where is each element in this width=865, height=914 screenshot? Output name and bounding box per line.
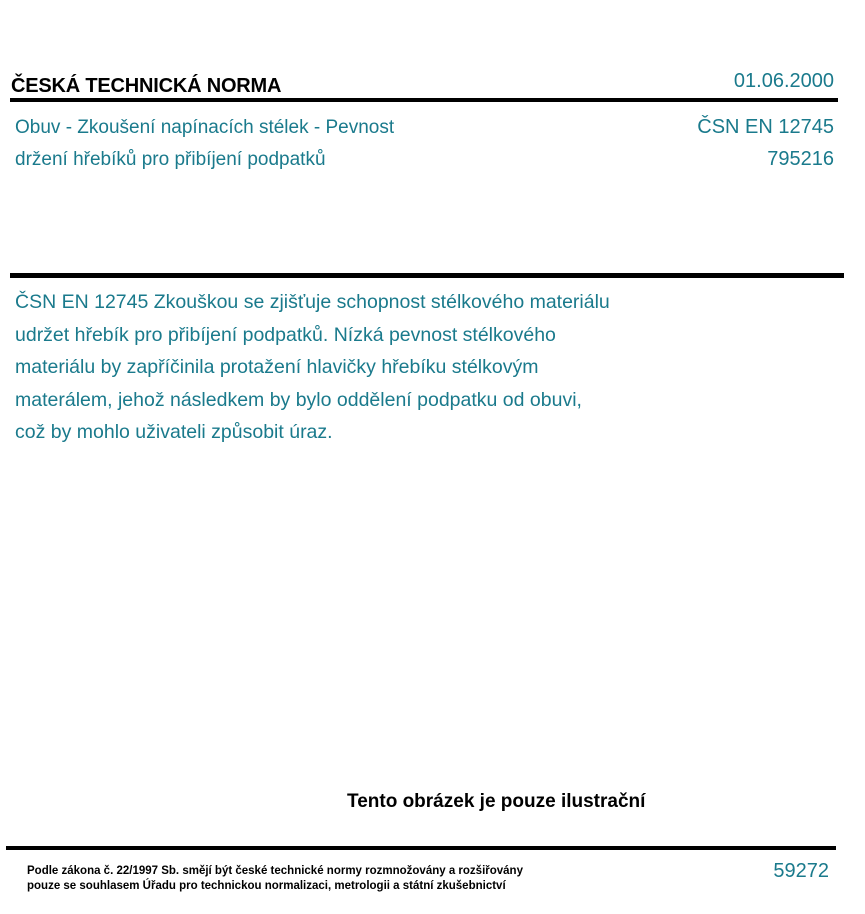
abstract-line-2: udržet hřebík pro přibíjení podpatků. Nízká pevnost stélkového [15, 323, 556, 346]
legal-line-2: pouze se souhlasem Úřadu pro technickou normalizaci, metrologii a státní zkušebnictví [27, 880, 506, 892]
title-line-1: Obuv - Zkoušení napínacích stélek - Pevnost [15, 117, 395, 138]
abstract-line-3: materiálu by zapříčinila protažení hlavičky hřebíku stélkovým [15, 356, 539, 378]
footer-rule [6, 846, 836, 850]
abstract-line-1: ČSN EN 12745 Zkouškou se zjišťuje schopnost stélkového materiálu [15, 291, 610, 313]
class-number: 795216 [767, 148, 834, 170]
header-rule [10, 98, 838, 102]
abstract-line-4: materálem, jehož následkem by bylo oddělení podpatku od obuvi, [15, 388, 582, 411]
illustration-disclaimer: Tento obrázek je pouze ilustrační [347, 791, 646, 812]
document-number: 59272 [773, 860, 829, 882]
legal-line-1: Podle zákona č. 22/1997 Sb. smějí být české technické normy rozmnožovány a rozšiřovány [27, 865, 523, 877]
header-label: ČESKÁ TECHNICKÁ NORMA [11, 75, 282, 97]
legal-notice [27, 864, 523, 894]
title-line-2: držení hřebíků pro přibíjení podpatků [15, 149, 326, 170]
standard-code: ČSN EN 12745 [697, 116, 834, 138]
abstract-text [15, 286, 685, 449]
abstract-line-5: což by mohlo uživateli způsobit úraz. [15, 421, 333, 443]
section-rule [10, 273, 844, 278]
header-date: 01.06.2000 [733, 70, 834, 92]
